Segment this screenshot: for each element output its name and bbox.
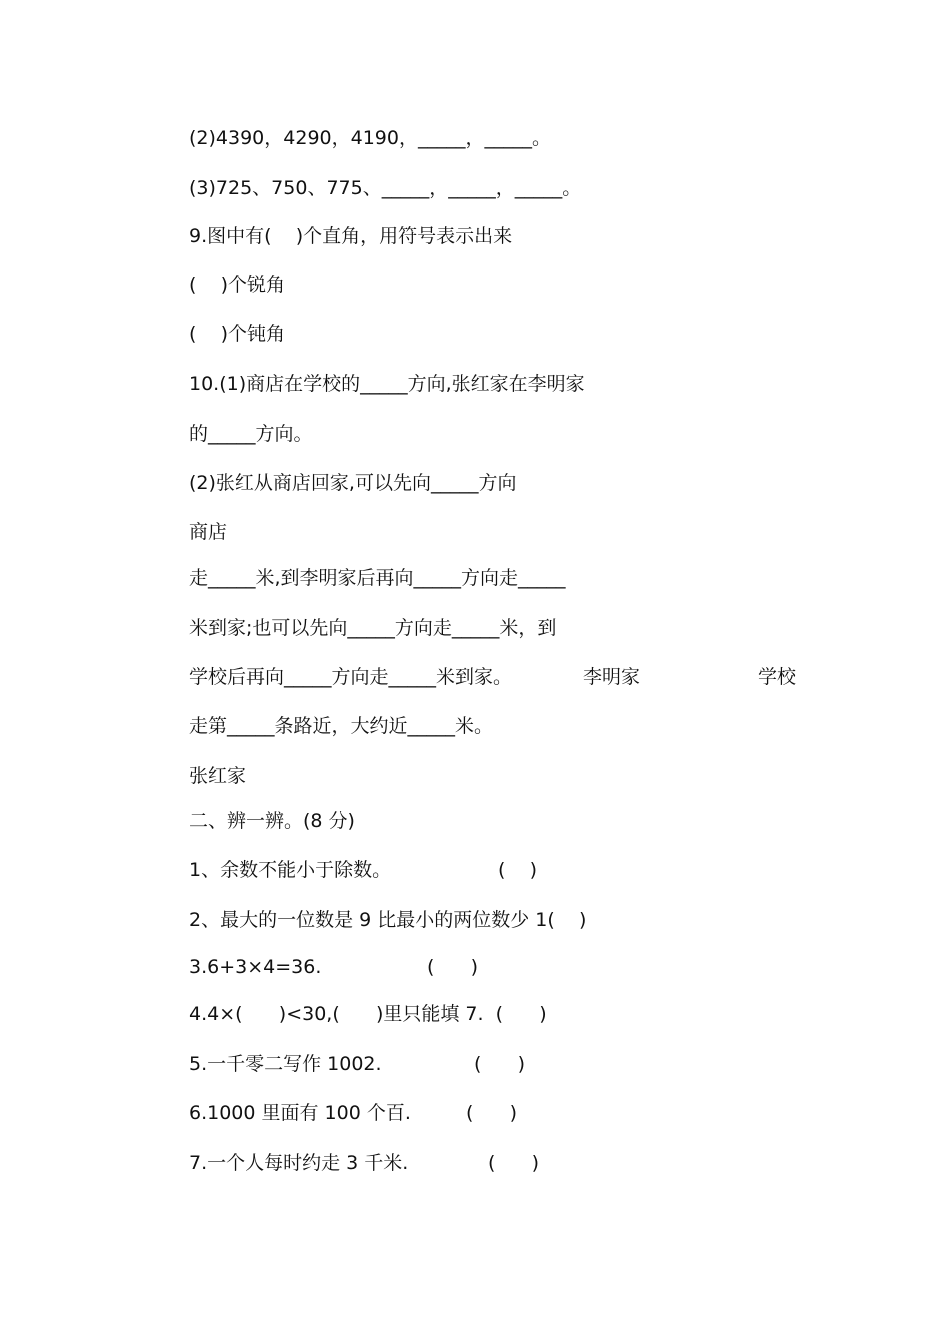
q10-part2-line3: 米到家;也可以先向_____方向走_____米，到 — [189, 617, 557, 639]
map-label-shop: 商店 — [189, 521, 228, 543]
judge-item-7: 7.一个人每时约走 3 千米. — [189, 1152, 409, 1174]
q9-obtuse-angle-line: ( )个钝角 — [189, 323, 285, 345]
q10-part2-line4: 学校后再向_____方向走_____米到家。 — [189, 666, 513, 688]
judge-item-7-bracket: ( ) — [488, 1152, 540, 1174]
q10-part1-line1: 10.(1)商店在学校的_____方向,张红家在李明家 — [189, 373, 585, 395]
judge-item-6-bracket: ( ) — [466, 1102, 518, 1124]
q10-part2-line1: (2)张红从商店回家,可以先向_____方向 — [189, 472, 517, 494]
section-2-heading: 二、辨一辨。(8 分) — [189, 810, 355, 832]
q10-part2-line5: 走第_____条路近，大约近_____米。 — [189, 715, 494, 737]
judge-item-4: 4.4×( )<30,( )里只能填 7. ( ) — [189, 1003, 547, 1025]
map-label-school: 学校 — [758, 666, 797, 688]
q8-part2-line: (2)4390，4290，4190，_____，_____。 — [189, 127, 551, 149]
q9-right-angle-line: 9.图中有( )个直角，用符号表示出来 — [189, 225, 513, 247]
judge-item-1: 1、余数不能小于除数。 — [189, 859, 392, 881]
map-label-zhanghong-home: 张红家 — [189, 765, 247, 787]
q8-part3-line: (3)725、750、775、_____，_____，_____。 — [189, 177, 582, 199]
judge-item-2: 2、最大的一位数是 9 比最小的两位数少 1( ) — [189, 909, 587, 931]
judge-item-1-bracket: ( ) — [498, 859, 537, 881]
judge-item-5-bracket: ( ) — [474, 1053, 526, 1075]
judge-item-3: 3.6+3×4=36. — [189, 956, 322, 978]
map-label-liming-home: 李明家 — [583, 666, 641, 688]
q9-acute-angle-line: ( )个锐角 — [189, 274, 285, 296]
judge-item-3-bracket: ( ) — [427, 956, 479, 978]
q10-part1-line2: 的_____方向。 — [189, 423, 313, 445]
judge-item-5: 5.一千零二写作 1002. — [189, 1053, 382, 1075]
judge-item-6: 6.1000 里面有 100 个百. — [189, 1102, 411, 1124]
q10-part2-line2: 走_____米,到李明家后再向_____方向走_____ — [189, 567, 566, 589]
